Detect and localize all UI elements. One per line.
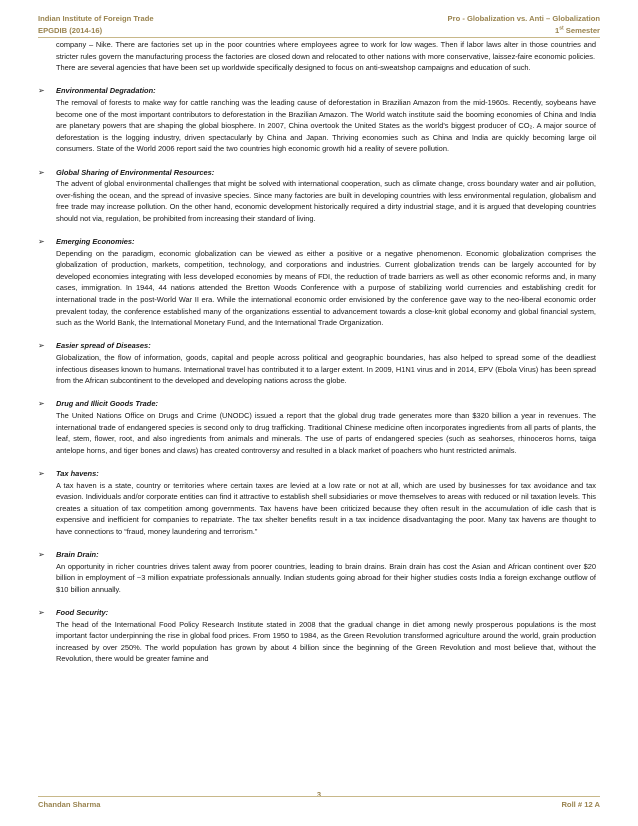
section-title: Global Sharing of Environmental Resources:: [56, 167, 215, 177]
section-brain-drain: [38, 549, 596, 595]
roll-number: Roll # 12 A: [561, 800, 600, 809]
footer-row: [38, 800, 600, 812]
document-topic: Pro - Globalization vs. Anti – Globalization: [447, 14, 600, 23]
section-diseases: [38, 340, 596, 386]
author-name: Chandan Sharma: [38, 800, 101, 809]
section-food-security: [38, 607, 596, 665]
section-emerging-economies: [38, 236, 596, 329]
bullet-arrow-icon: ➢: [38, 399, 45, 409]
section-title: Environmental Degradation:: [56, 86, 156, 96]
bullet-arrow-icon: ➢: [38, 86, 45, 96]
semester-number: 1: [555, 26, 560, 35]
section-title: Emerging Economies:: [56, 237, 135, 247]
bullet-arrow-icon: ➢: [38, 237, 45, 247]
section-body: An opportunity in richer countries drives talent away from poorer countries, leading to brain drains. Brain drain has cost the Asian and African continent over $20 billion in employment of ~3 million expatriate professionals annually. Indian students going abroad for their higher studies costs India a foreign exchange outflow of $10 billion annually.: [56, 561, 596, 594]
section-global-sharing: [38, 167, 596, 225]
page-number: 3: [316, 790, 322, 799]
section-body: A tax haven is a state, country or territories where certain taxes are levied at a low rate or not at all, which are used by businesses for tax avoidance and tax evasion. Individuals and/or corporate entities can find it attractive to establish shell subsidiaries or move themselves to areas with reduced or nil taxation levels. This creates a situation of tax competition among governments. Tax havens have been criticized because they often result in the accumulation of idle cash that is expensive and inefficient for companies to repatriate. The tax shelter benefits result in a tax incidence disadvantaging the poor. Many tax havens are thought to have connections to “fraud, money laundering and terrorism.”: [56, 480, 596, 536]
section-body: Globalization, the flow of information, goods, capital and people across political and geographic boundaries, has also helped to spread some of the deadliest infectious diseases known to humans. International travel has contributed it to a larger extent. In 2009, H1N1 virus and in 2014, EPV (Ebola Virus) has been spread from the African subcontinent to the developed and developing nations across the globe.: [56, 353, 596, 386]
header-top-row: [38, 14, 600, 25]
section-tax-havens: [38, 468, 596, 538]
intro-paragraph: company – Nike. There are factories set up in the poor countries where employees agree to work for low wages. Then if labor laws alter in those countries and stricter rules govern the manufacturing process the factories are closed down and relocated to other nations with more conservative, laissez-faire economic policies.: [56, 40, 596, 61]
semester-label: [555, 26, 600, 35]
section-title: Drug and Illicit Goods Trade:: [56, 399, 158, 409]
section-body: The head of the International Food Policy Research Institute stated in 2008 that the gradual change in diet among newly prosperous populations is the most important factor underpinning the rise in global food prices. From 1950 to 1984, as the Green Revolution transformed agriculture around the world, grain production increased by over 250%. The world population has grown by about 4 billion since the beginning of the Green Revolution and most believe that, without the Revolution, there would be greater famine and: [56, 619, 596, 664]
section-title: Tax havens:: [56, 468, 99, 478]
section-title: Easier spread of Diseases:: [56, 341, 151, 351]
section-body: The removal of forests to make way for cattle ranching was the leading cause of deforestation in Brazilian Amazon from the mid-1960s. Recently, soybeans have become one of the most important contributors to deforestation in the Brazilian Amazon. The World watch institute said the booming economies of China and India are planetary powers that are shaping the global biosphere. In 2007, China overtook the United States as the world's biggest producer of CO₂. A major source of deforestation is the logging industry, driven spectacularly by China and Japan. Thriving economies such as China and India are quickly becoming large oil consumers. State of the World 2006 report said the two countries high economic growth hid a reality of severe pollution.: [56, 97, 596, 154]
bullet-arrow-icon: ➢: [38, 167, 45, 177]
section-title: Food Security:: [56, 608, 109, 618]
section-body: The advent of global environmental challenges that might be solved with international cooperation, such as climate change, cross boundary water and air pollution, over-fishing the ocean, and the spread of invasive species. Since many factories are built in developing countries with less environmental regulation, globalism and free trade may increase pollution. On the other hand, economic development historically required a dirty industrial stage, and it is argued that developing countries should not via, regulation, be prohibited from increasing their standard of living.: [56, 179, 596, 223]
page-body: [38, 39, 596, 665]
header-divider: [38, 37, 600, 38]
intro-paragraph: There are several agencies that have been set up worldwide specifically designed to focus on anti-sweatshop campaigns and education of such.: [56, 63, 531, 73]
section-environmental-degradation: [38, 85, 596, 155]
semester-suffix: st: [559, 25, 564, 32]
bullet-arrow-icon: ➢: [38, 550, 45, 560]
section-drug-trade: [38, 398, 596, 456]
program-name: EPGDIB (2014-16): [38, 26, 103, 35]
semester-word: Semester: [563, 26, 600, 35]
bullet-arrow-icon: ➢: [38, 468, 45, 478]
bullet-arrow-icon: ➢: [38, 341, 45, 351]
bullet-arrow-icon: ➢: [38, 608, 45, 618]
section-body: Depending on the paradigm, economic globalization can be viewed as either a positive or a negative phenomenon. Economic globalization comprises the globalization of production, markets, competition, technology, and corporations and industries. Current globalization trends can be largely accounted for by developed economies integrating with less developed economies by means of FDI, the reduction of trade barriers as well as other economic reforms and, in many cases, immigration. In 1944, 44 nations attended the Bretton Woods Conference with a purpose of stabilizing world currencies and establishing credit for international trade in the post-World War II era. While the international economic order envisioned by the conference gave way to the neo-liberal economic order prevalent today, the conference established many of the organizations essential to advancement towards a close-knit global economy and global financial system, such as the World Bank, the International Monetary Fund, and the International Trade Organization.: [56, 248, 596, 328]
footer-divider: [38, 796, 600, 797]
header-bottom-row: [38, 26, 600, 37]
section-body: The United Nations Office on Drugs and Crime (UNODC) issued a report that the global drug trade generates more than $320 billion a year in revenues. The international trade of endangered species is second only to drug trafficking. Traditional Chinese medicine often incorporates ingredients from all parts of plants, the leaf, stem, flower, root, and also ingredients from animals and minerals. The use of parts of endangered species (such as seahorses, rhinoceros horns, taiga antelope horns, and tiger bones and claws) has created controversy and resulted in a black market of poachers who hunt restricted animals.: [56, 411, 596, 455]
institute-name: Indian Institute of Foreign Trade: [38, 14, 154, 23]
section-title: Brain Drain:: [56, 550, 99, 560]
